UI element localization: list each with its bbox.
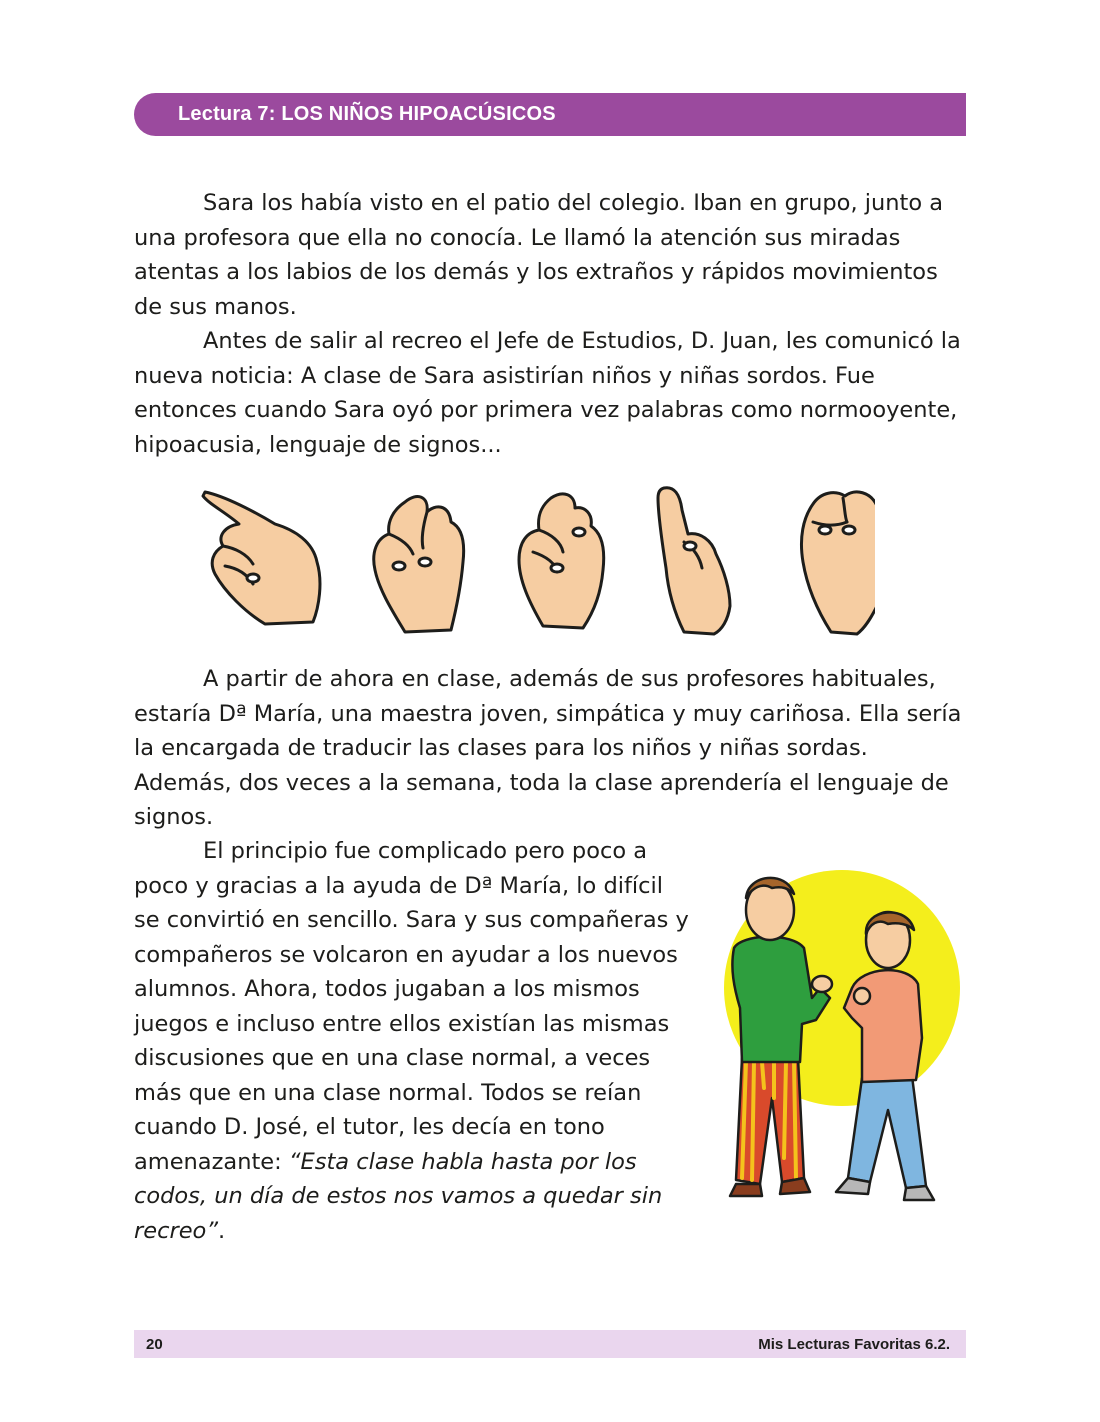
page-number: 20 — [146, 1335, 163, 1353]
text-block-middle — [134, 662, 966, 835]
hand-pointing-icon — [203, 492, 320, 624]
paragraph-1: Sara los había visto en el patio del colegio. Iban en grupo, junto a una profesora que ella no conocía. Le llamó la atención sus miradas atentas a los labios de los demás y los extraños y rápidos movimientos de sus manos. — [134, 190, 944, 320]
teacher-quote: “Esta clase habla hasta por los codos, un día de estos nos vamos a quedar sin recreo” — [134, 1148, 663, 1244]
hand-index-up-icon — [658, 488, 730, 634]
paragraph-4-end: . — [217, 1217, 226, 1244]
hand-fist-icon — [801, 492, 875, 634]
book-title: Mis Lecturas Favoritas 6.2. — [758, 1335, 950, 1353]
paragraph-3: A partir de ahora en clase, además de sus profesores habituales, estaría Dª María, una maestra joven, simpática y muy cariñosa. Ella sería la encargada de traducir las clases para los niños y niñas sordas. Además, dos veces a la semana, toda la clase aprendería el lenguaje de signos. — [134, 666, 962, 830]
footer-bar — [134, 1330, 966, 1358]
page-title: Lectura 7: LOS NIÑOS HIPOACÚSICOS — [178, 103, 556, 125]
hand-sign-3-icon — [519, 494, 604, 628]
children-signing-illustration — [712, 848, 982, 1218]
paragraph-4-text: El principio fue complicado pero poco a poco y gracias a la ayuda de Dª María, lo difícil se convirtió en sencillo. Sara y sus compañeras y compañeros se volcaron en ayudar a los nuevos alumnos. Ahora, todos jugaban a los mismos juegos e incluso entre ellos existían las mismas discusiones que en una clase normal, a veces más que en una clase normal. Todos se reían cuando D. José, el tutor, les decía en tono amenazante: — [134, 838, 689, 1175]
sign-language-hands-illustration — [195, 482, 875, 642]
paragraph-4 — [134, 834, 692, 1248]
title-bar — [134, 93, 966, 136]
text-block-final — [134, 834, 692, 1248]
hand-sign-2-icon — [374, 497, 464, 632]
paragraph-2: Antes de salir al recreo el Jefe de Estudios, D. Juan, les comunicó la nueva noticia: A clase de Sara asistirían niños y niñas sordos. Fue entonces cuando Sara oyó por primera vez palabras como normooyente, hipoacusia, lenguaje de signos... — [134, 328, 961, 458]
text-block-intro — [134, 186, 966, 462]
